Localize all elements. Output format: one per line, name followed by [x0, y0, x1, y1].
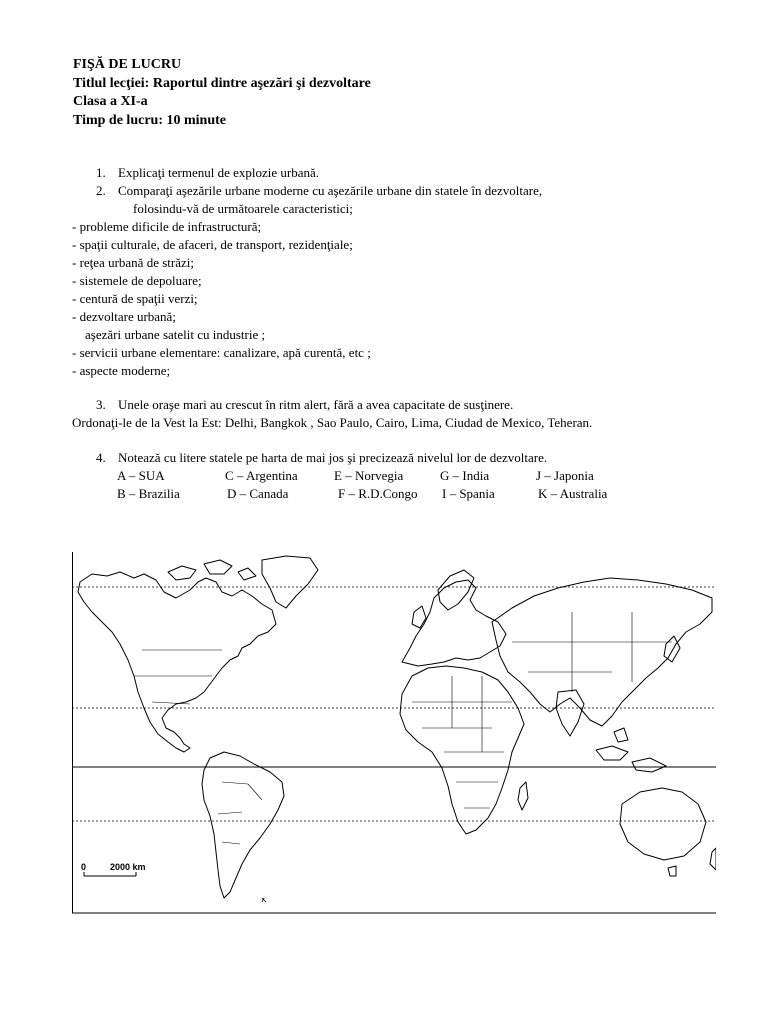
country-label: C – Argentina [225, 468, 298, 483]
scale-zero-label: 0 [81, 862, 87, 872]
list-item: - aspecte moderne; [72, 363, 171, 378]
country-border-lines [218, 782, 262, 844]
country-label: G – India [440, 468, 490, 483]
list-item: - dezvoltare urbană; [72, 309, 176, 324]
question-4-number: 4. [96, 450, 106, 465]
list-item: - probleme dificile de infrastructură; [72, 219, 262, 234]
question-2-number: 2. [96, 183, 106, 198]
list-item: - reţea urbană de străzi; [72, 255, 194, 270]
southeast-asia-islands-outline [596, 728, 666, 772]
question-3-continuation: Ordonaţi-le de la Vest la Est: Delhi, Bangkok , Sao Paulo, Cairo, Lima, Ciudad de Mexico, Teheran. [72, 415, 593, 430]
map-scale-bar [81, 862, 146, 876]
asia-outline [492, 578, 712, 726]
country-label: F – R.D.Congo [338, 486, 418, 501]
worksheet-title: FIŞĂ DE LUCRU [73, 57, 182, 72]
class-label: Clasa a XI-a [73, 94, 148, 109]
north-america-outline [78, 572, 276, 752]
country-border-lines [134, 650, 222, 704]
country-label: D – Canada [227, 486, 289, 501]
list-item: aşezări urbane satelit cu industrie ; [72, 327, 266, 342]
madagascar-outline [518, 782, 528, 810]
india-outline [556, 690, 584, 736]
australia-outline [620, 788, 706, 860]
question-2-continuation: folosindu-vă de următoarele caracteristici; [133, 201, 353, 216]
question-3-number: 3. [96, 397, 106, 412]
tasmania-outline [668, 866, 676, 876]
world-outline-map [72, 552, 716, 914]
scandinavia-outline [438, 570, 474, 610]
arctic-islands-outline [168, 560, 256, 580]
island-marks [262, 898, 266, 902]
list-item: - servicii urbane elementare: canalizare, apă curentă, etc ; [72, 345, 371, 360]
country-label: K – Australia [538, 486, 608, 501]
worksheet-header [73, 56, 371, 130]
question-2-text: Comparaţi aşezările urbane moderne cu aşezările urbane din statele în dezvoltare, [118, 183, 543, 198]
country-border-lines [412, 676, 512, 808]
list-item: - sistemele de depoluare; [72, 273, 202, 288]
question-4-text: Notează cu litere statele pe harta de mai jos şi precizează nivelul lor de dezvoltare. [118, 450, 548, 465]
question-1-number: 1. [96, 165, 106, 180]
country-border-lines [512, 612, 672, 692]
europe-outline [402, 580, 506, 666]
japan-outline [664, 636, 680, 662]
scale-distance-label: 2000 km [110, 862, 146, 872]
lesson-title: Titlul lecţiei: Raportul dintre aşezări şi dezvoltare [73, 75, 371, 91]
time-label: Timp de lucru: 10 minute [73, 112, 226, 128]
question-3-text: Unele oraşe mari au crescut în ritm alert, fără a avea capacitate de susţinere. [118, 397, 514, 412]
country-label: I – Spania [442, 486, 495, 501]
question-1-text: Explicaţi termenul de explozie urbană. [118, 165, 320, 180]
africa-outline [400, 666, 524, 834]
country-label: A – SUA [117, 468, 165, 483]
list-item: - centură de spaţii verzi; [72, 291, 198, 306]
south-america-outline [202, 752, 284, 898]
list-item: - spaţii culturale, de afaceri, de transport, rezidenţiale; [72, 237, 353, 252]
country-label: E – Norvegia [334, 468, 404, 483]
new-zealand-outline [710, 848, 716, 870]
country-label: B – Brazilia [117, 486, 180, 501]
greenland-outline [262, 556, 318, 608]
country-label: J – Japonia [536, 468, 594, 483]
